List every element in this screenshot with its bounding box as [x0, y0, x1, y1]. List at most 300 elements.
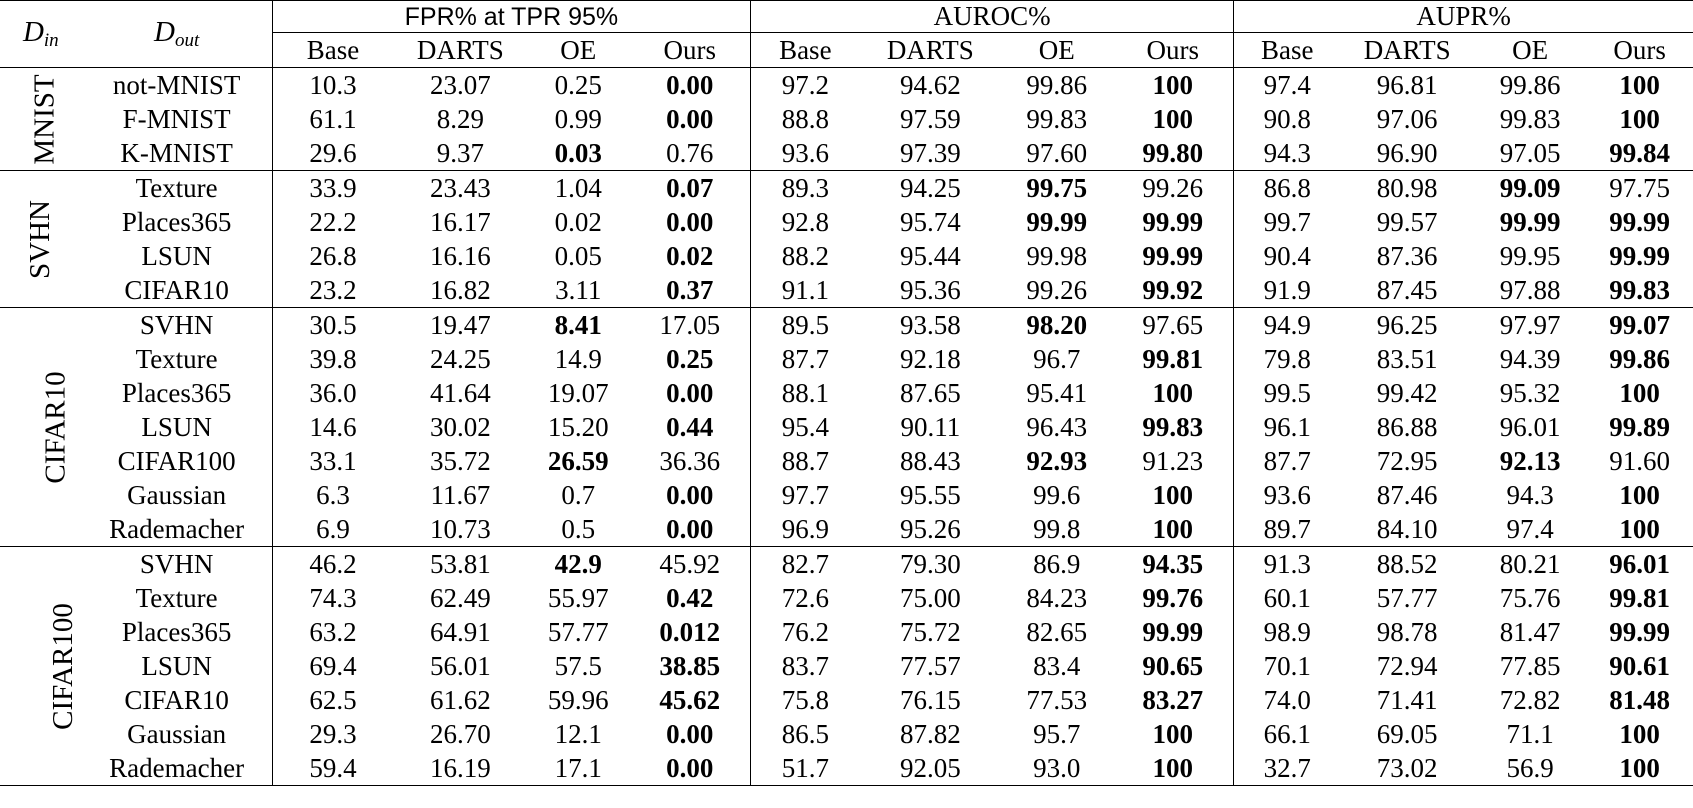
- metric-cell: 0.02: [629, 239, 750, 273]
- metric-cell: 62.5: [309, 684, 357, 715]
- metric-cell: 71.1: [1506, 718, 1554, 749]
- table-row: [0, 273, 1693, 308]
- metric-cell: 96.25: [1340, 308, 1474, 343]
- metric-cell: 100: [1619, 377, 1660, 408]
- metric-cell: 98.9: [1263, 616, 1311, 647]
- metric-cell: 8.41: [527, 308, 629, 343]
- metric-cell: 10.3: [309, 69, 357, 100]
- metric-cell: 99.99: [1609, 206, 1671, 237]
- metric-cell: 97.97: [1474, 308, 1586, 343]
- metric-cell: 88.8: [781, 103, 829, 134]
- in-distribution-label: MNIST: [28, 73, 61, 165]
- metric-cell: 56.9: [1474, 751, 1586, 786]
- metric-cell: 95.74: [899, 206, 961, 237]
- metric-cell: 99.89: [1609, 411, 1671, 442]
- metric-cell: 94.25: [859, 171, 1001, 206]
- metric-cell: 29.3: [309, 718, 357, 749]
- metric-cell: 14.6: [309, 411, 357, 442]
- metric-cell: 75.8: [781, 684, 829, 715]
- metric-cell: 74.3: [309, 582, 357, 613]
- metric-cell: 36.0: [309, 377, 357, 408]
- metric-cell: 96.01: [1499, 411, 1561, 442]
- metric-cell: 72.94: [1376, 650, 1438, 681]
- metric-cell: 80.98: [1340, 171, 1474, 206]
- metric-cell: 97.75: [1586, 171, 1693, 206]
- metric-cell: 0.02: [554, 206, 602, 237]
- metric-cell: 45.92: [629, 547, 750, 582]
- metric-cell: 99.75: [1001, 171, 1112, 206]
- method-header: Ours: [1586, 33, 1693, 68]
- metric-cell: 93.6: [1263, 479, 1311, 510]
- metric-cell: 61.62: [429, 684, 491, 715]
- metric-cell: 99.81: [1609, 582, 1671, 613]
- metric-cell: 95.26: [899, 513, 961, 544]
- in-distribution-label: SVHN: [0, 171, 82, 308]
- metric-cell: 97.06: [1376, 103, 1438, 134]
- metric-cell: 99.6: [1033, 479, 1081, 510]
- metric-cell: 59.96: [547, 684, 609, 715]
- metric-cell: 90.61: [1609, 650, 1671, 681]
- ood-dataset-label: not-MNIST: [82, 68, 272, 103]
- metric-cell: 92.05: [859, 751, 1001, 786]
- metric-cell: 38.85: [629, 649, 750, 683]
- table-row: [0, 581, 1693, 615]
- metric-cell: 26.8: [309, 240, 357, 271]
- ood-dataset-label: Texture: [82, 171, 272, 206]
- method-header: OE: [527, 33, 629, 68]
- metric-cell: 99.76: [1112, 581, 1233, 615]
- metric-cell: 92.18: [899, 343, 961, 374]
- metric-cell: 79.30: [859, 547, 1001, 582]
- metric-cell: 35.72: [429, 445, 491, 476]
- metric-cell: 100: [1619, 479, 1660, 510]
- metric-cell: 95.7: [1033, 718, 1081, 749]
- metric-cell: 33.9: [272, 171, 393, 206]
- metric-cell: 0.7: [561, 479, 596, 510]
- metric-cell: 0.37: [629, 273, 750, 308]
- metric-cell: 77.85: [1499, 650, 1561, 681]
- metric-cell: 0.00: [629, 717, 750, 751]
- metric-cell: 0.03: [554, 137, 602, 168]
- metric-cell: 72.6: [781, 582, 829, 613]
- metric-cell: 100: [1112, 751, 1233, 786]
- metric-cell: 42.9: [527, 547, 629, 582]
- metric-cell: 1.04: [527, 171, 629, 206]
- metric-cell: 100: [1619, 69, 1660, 100]
- metric-cell: 60.1: [1263, 582, 1311, 613]
- metric-cell: 11.67: [430, 479, 491, 510]
- table-row: [0, 171, 1693, 206]
- metric-cell: 100: [1619, 513, 1660, 544]
- metric-cell: 30.5: [272, 308, 393, 343]
- metric-cell: 100: [1112, 68, 1233, 103]
- in-distribution-label: CIFAR100: [0, 547, 82, 786]
- table-row: [0, 615, 1693, 649]
- ood-dataset-label: Places365: [82, 205, 272, 239]
- metric-cell: 88.7: [781, 445, 829, 476]
- metric-cell: 33.1: [309, 445, 357, 476]
- metric-cell: 100: [1112, 376, 1233, 410]
- din-header: $D_{in}$: [0, 1, 82, 68]
- metric-cell: 99.98: [1026, 240, 1088, 271]
- metric-cell: 88.1: [781, 377, 829, 408]
- ood-dataset-label: Places365: [82, 615, 272, 649]
- table-row: [0, 444, 1693, 478]
- metric-cell: 99.99: [1112, 239, 1233, 273]
- metric-cell: 73.02: [1340, 751, 1474, 786]
- metric-cell: 96.81: [1376, 69, 1438, 100]
- metric-cell: 87.46: [1376, 479, 1438, 510]
- ood-dataset-label: SVHN: [82, 547, 272, 582]
- metric-cell: 15.20: [547, 411, 609, 442]
- metric-cell: 97.59: [899, 103, 961, 134]
- metric-cell: 9.37: [436, 137, 484, 168]
- metric-cell: 94.3: [1263, 137, 1311, 168]
- metric-cell: 97.4: [1263, 69, 1311, 100]
- metric-cell: 75.00: [899, 582, 961, 613]
- metric-cell: 22.2: [309, 206, 357, 237]
- metric-cell: 95.32: [1499, 377, 1561, 408]
- metric-cell: 82.7: [751, 547, 860, 582]
- table-row: [0, 547, 1693, 582]
- metric-cell: 83.51: [1376, 343, 1438, 374]
- metric-cell: 24.25: [429, 343, 491, 374]
- metric-cell: 26.59: [547, 445, 609, 476]
- ood-dataset-label: LSUN: [82, 239, 272, 273]
- metric-cell: 100: [1112, 512, 1233, 547]
- metric-cell: 3.11: [555, 274, 602, 305]
- metric-cell: 74.0: [1263, 684, 1311, 715]
- method-header: DARTS: [1340, 33, 1474, 68]
- metric-cell: 94.62: [899, 69, 961, 100]
- metric-cell: 6.3: [316, 479, 350, 510]
- metric-cell: 64.91: [429, 616, 491, 647]
- metric-cell: 0.00: [629, 376, 750, 410]
- metric-cell: 29.6: [309, 137, 357, 168]
- metric-cell: 87.36: [1376, 240, 1438, 271]
- ood-dataset-label: LSUN: [82, 649, 272, 683]
- metric-cell: 99.83: [1499, 103, 1561, 134]
- metric-cell: 0.00: [629, 205, 750, 239]
- ood-dataset-label: F-MNIST: [82, 102, 272, 136]
- table-row: [0, 410, 1693, 444]
- metric-cell: 100: [1112, 717, 1233, 751]
- metric-cell: 72.82: [1499, 684, 1561, 715]
- metric-cell: 99.09: [1474, 171, 1586, 206]
- metric-cell: 16.16: [429, 240, 491, 271]
- ood-dataset-label: CIFAR100: [82, 444, 272, 478]
- ood-dataset-label: Texture: [82, 342, 272, 376]
- metric-cell: 32.7: [1234, 751, 1341, 786]
- metric-cell: 99.99: [1499, 206, 1561, 237]
- metric-cell: 86.5: [781, 718, 829, 749]
- metric-cell: 0.76: [629, 136, 750, 171]
- metric-cell: 89.3: [751, 171, 860, 206]
- metric-cell: 99.8: [1033, 513, 1081, 544]
- group-header-fpr: FPR% at TPR 95%: [272, 1, 751, 33]
- metric-cell: 76.15: [899, 684, 961, 715]
- metric-cell: 45.62: [629, 683, 750, 717]
- metric-cell: 97.39: [899, 137, 961, 168]
- metric-cell: 96.9: [781, 513, 829, 544]
- metric-cell: 76.2: [781, 616, 829, 647]
- table-row: [0, 239, 1693, 273]
- metric-cell: 95.4: [781, 411, 829, 442]
- metric-cell: 36.36: [629, 444, 750, 478]
- metric-cell: 99.83: [1609, 274, 1671, 305]
- metric-cell: 99.07: [1586, 308, 1693, 343]
- metric-cell: 80.21: [1474, 547, 1586, 582]
- group-header-auroc: AUROC%: [751, 1, 1234, 33]
- metric-cell: 99.86: [1609, 343, 1671, 374]
- metric-cell: 16.82: [429, 274, 491, 305]
- table-row: [0, 478, 1693, 512]
- metric-cell: 99.26: [1026, 274, 1088, 305]
- ood-dataset-label: CIFAR10: [82, 683, 272, 717]
- table-row: [0, 512, 1693, 547]
- metric-cell: 16.19: [393, 751, 527, 786]
- metric-cell: 86.88: [1376, 411, 1438, 442]
- metric-cell: 0.012: [629, 615, 750, 649]
- method-header: DARTS: [859, 33, 1001, 68]
- metric-cell: 72.95: [1376, 445, 1438, 476]
- metric-cell: 41.64: [429, 377, 491, 408]
- metric-cell: 17.1: [527, 751, 629, 786]
- metric-cell: 99.92: [1112, 273, 1233, 308]
- metric-cell: 90.8: [1263, 103, 1311, 134]
- metric-cell: 84.23: [1026, 582, 1088, 613]
- metric-cell: 96.90: [1376, 137, 1438, 168]
- ood-dataset-label: Gaussian: [82, 717, 272, 751]
- metric-cell: 91.23: [1112, 444, 1233, 478]
- metric-cell: 99.99: [1112, 205, 1233, 239]
- metric-cell: 79.8: [1263, 343, 1311, 374]
- metric-cell: 87.45: [1376, 274, 1438, 305]
- metric-cell: 99.95: [1499, 240, 1561, 271]
- metric-cell: 12.1: [554, 718, 602, 749]
- metric-cell: 0.42: [629, 581, 750, 615]
- metric-cell: 23.07: [429, 69, 491, 100]
- metric-cell: 96.1: [1263, 411, 1311, 442]
- metric-cell: 99.42: [1376, 377, 1438, 408]
- metric-cell: 87.65: [899, 377, 961, 408]
- metric-cell: 99.80: [1112, 136, 1233, 171]
- metric-cell: 97.60: [1026, 137, 1088, 168]
- metric-cell: 92.13: [1499, 445, 1561, 476]
- metric-cell: 77.53: [1026, 684, 1088, 715]
- metric-cell: 99.5: [1263, 377, 1311, 408]
- metric-cell: 99.57: [1376, 206, 1438, 237]
- metric-cell: 0.07: [629, 171, 750, 206]
- metric-cell: 63.2: [309, 616, 357, 647]
- metric-cell: 10.73: [429, 513, 491, 544]
- metric-cell: 97.05: [1499, 137, 1561, 168]
- metric-cell: 75.76: [1499, 582, 1561, 613]
- table-row: [0, 649, 1693, 683]
- metric-cell: 100: [1619, 718, 1660, 749]
- ood-dataset-label: Rademacher: [82, 512, 272, 547]
- metric-cell: 23.43: [393, 171, 527, 206]
- metric-cell: 90.65: [1112, 649, 1233, 683]
- metric-cell: 19.07: [547, 377, 609, 408]
- table-row: [0, 308, 1693, 343]
- metric-cell: 55.97: [547, 582, 609, 613]
- in-distribution-label: CIFAR10: [0, 308, 82, 547]
- metric-cell: 30.02: [429, 411, 491, 442]
- metric-cell: 96.43: [1026, 411, 1088, 442]
- metric-cell: 95.41: [1026, 377, 1088, 408]
- table-row: [0, 136, 1693, 171]
- ood-dataset-label: K-MNIST: [82, 136, 272, 171]
- metric-cell: 81.48: [1609, 684, 1671, 715]
- metric-cell: 51.7: [751, 751, 860, 786]
- method-header: Base: [751, 33, 860, 68]
- metric-cell: 98.78: [1376, 616, 1438, 647]
- metric-cell: 62.49: [429, 582, 491, 613]
- metric-cell: 92.93: [1026, 445, 1088, 476]
- metric-cell: 98.20: [1001, 308, 1112, 343]
- metric-cell: 91.3: [1234, 547, 1341, 582]
- table-row: [0, 205, 1693, 239]
- metric-cell: 57.5: [554, 650, 602, 681]
- method-header: OE: [1001, 33, 1112, 68]
- metric-cell: 97.4: [1506, 513, 1554, 544]
- method-header: Base: [1234, 33, 1341, 68]
- metric-cell: 91.9: [1263, 274, 1311, 305]
- metric-cell: 0.00: [629, 751, 750, 786]
- metric-cell: 77.57: [899, 650, 961, 681]
- metric-cell: 91.1: [781, 274, 829, 305]
- metric-cell: 69.05: [1376, 718, 1438, 749]
- metric-cell: 100: [1112, 478, 1233, 512]
- metric-cell: 90.11: [900, 411, 961, 442]
- metric-cell: 99.83: [1026, 103, 1088, 134]
- metric-cell: 0.44: [629, 410, 750, 444]
- metric-cell: 99.99: [1026, 206, 1088, 237]
- metric-cell: 6.9: [316, 513, 350, 544]
- ood-dataset-label: Rademacher: [82, 751, 272, 786]
- metric-cell: 97.7: [781, 479, 829, 510]
- metric-cell: 0.99: [554, 103, 602, 134]
- metric-cell: 99.84: [1609, 137, 1671, 168]
- metric-cell: 99.99: [1112, 615, 1233, 649]
- metric-cell: 87.7: [1263, 445, 1311, 476]
- metric-cell: 0.05: [554, 240, 602, 271]
- metric-cell: 0.5: [561, 513, 596, 544]
- metric-cell: 82.65: [1026, 616, 1088, 647]
- metric-cell: 99.26: [1112, 171, 1233, 206]
- metric-cell: 87.82: [899, 718, 961, 749]
- ood-dataset-label: Gaussian: [82, 478, 272, 512]
- dout-header: $D_{out}$: [82, 1, 272, 68]
- table-row: [0, 717, 1693, 751]
- metric-cell: 70.1: [1263, 650, 1311, 681]
- metric-cell: 0.25: [629, 342, 750, 376]
- metric-cell: 0.25: [554, 69, 602, 100]
- metric-cell: 57.77: [547, 616, 609, 647]
- metric-cell: 94.9: [1234, 308, 1341, 343]
- metric-cell: 89.7: [1263, 513, 1311, 544]
- metric-cell: 100: [1619, 103, 1660, 134]
- metric-cell: 90.4: [1263, 240, 1311, 271]
- metric-cell: 97.88: [1499, 274, 1561, 305]
- metric-cell: 26.70: [429, 718, 491, 749]
- metric-cell: 59.4: [272, 751, 393, 786]
- metric-cell: 0.00: [629, 68, 750, 103]
- metric-cell: 95.44: [899, 240, 961, 271]
- ood-dataset-label: SVHN: [82, 308, 272, 343]
- metric-cell: 97.2: [781, 69, 829, 100]
- metric-cell: 84.10: [1376, 513, 1438, 544]
- metric-cell: 83.4: [1033, 650, 1081, 681]
- metric-cell: 96.01: [1586, 547, 1693, 582]
- metric-cell: 88.43: [899, 445, 961, 476]
- metric-cell: 66.1: [1263, 718, 1311, 749]
- metric-cell: 8.29: [436, 103, 484, 134]
- metric-cell: 17.05: [629, 308, 750, 343]
- table-row: [0, 68, 1693, 103]
- metric-cell: 100: [1112, 102, 1233, 136]
- metric-cell: 75.72: [899, 616, 961, 647]
- metric-cell: 0.00: [629, 512, 750, 547]
- metric-cell: 83.27: [1112, 683, 1233, 717]
- metric-cell: 83.7: [781, 650, 829, 681]
- metric-cell: 92.8: [781, 206, 829, 237]
- ood-dataset-label: LSUN: [82, 410, 272, 444]
- metric-cell: 99.81: [1112, 342, 1233, 376]
- metric-cell: 0.00: [629, 102, 750, 136]
- metric-cell: 14.9: [554, 343, 602, 374]
- metric-cell: 23.2: [309, 274, 357, 305]
- ood-dataset-label: Texture: [82, 581, 272, 615]
- table-row: [0, 683, 1693, 717]
- metric-cell: 0.00: [629, 478, 750, 512]
- metric-cell: 39.8: [309, 343, 357, 374]
- method-header: Base: [272, 33, 393, 68]
- metric-cell: 94.39: [1499, 343, 1561, 374]
- metric-cell: 53.81: [393, 547, 527, 582]
- method-header: OE: [1474, 33, 1586, 68]
- metric-cell: 96.7: [1033, 343, 1081, 374]
- metric-cell: 95.36: [899, 274, 961, 305]
- metric-cell: 86.8: [1234, 171, 1341, 206]
- ood-dataset-label: Places365: [82, 376, 272, 410]
- metric-cell: 19.47: [393, 308, 527, 343]
- metric-cell: 99.86: [1026, 69, 1088, 100]
- metric-cell: 16.17: [429, 206, 491, 237]
- metric-cell: 94.3: [1506, 479, 1554, 510]
- metric-cell: 69.4: [309, 650, 357, 681]
- metric-cell: 91.60: [1609, 445, 1671, 476]
- metric-cell: 99.83: [1112, 410, 1233, 444]
- method-header: Ours: [1112, 33, 1233, 68]
- table-row: [0, 102, 1693, 136]
- metric-cell: 93.0: [1001, 751, 1112, 786]
- metric-cell: 99.86: [1499, 69, 1561, 100]
- method-header: DARTS: [393, 33, 527, 68]
- metric-cell: 89.5: [751, 308, 860, 343]
- method-header: Ours: [629, 33, 750, 68]
- metric-cell: 94.35: [1112, 547, 1233, 582]
- metric-cell: 56.01: [429, 650, 491, 681]
- metric-cell: 93.6: [781, 137, 829, 168]
- metric-cell: 71.41: [1376, 684, 1438, 715]
- metric-cell: 87.7: [781, 343, 829, 374]
- metric-cell: 88.52: [1340, 547, 1474, 582]
- metric-cell: 100: [1586, 751, 1693, 786]
- metric-cell: 99.99: [1609, 240, 1671, 271]
- metric-cell: 99.99: [1609, 616, 1671, 647]
